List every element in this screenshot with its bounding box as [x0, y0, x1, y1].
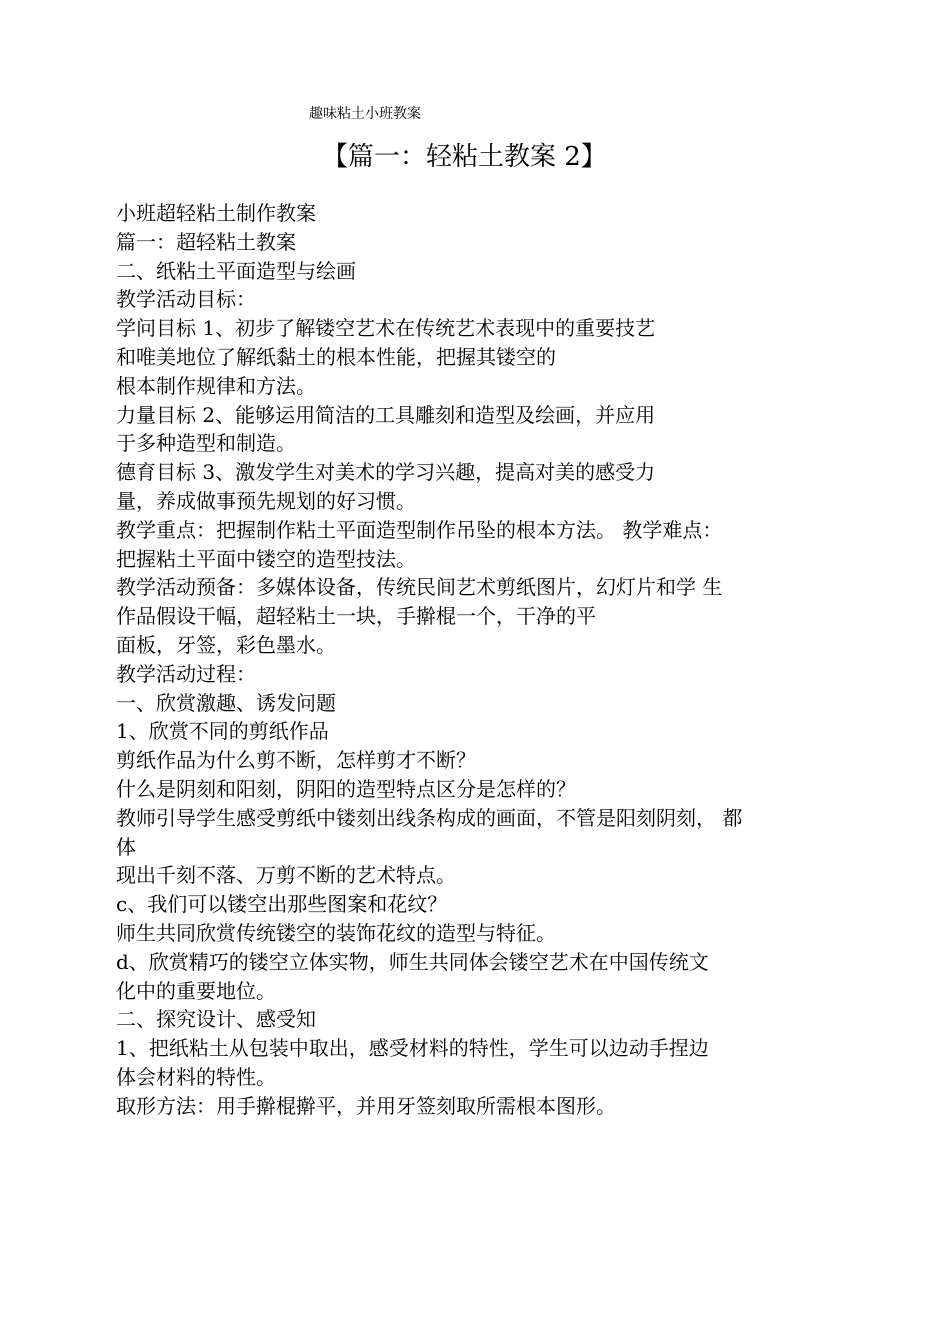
text-line: c、我们可以镂空出那些图案和花纹？ [116, 892, 448, 917]
text-line: 和唯美地位了解纸黏土的根本性能，把握其镂空的 [116, 344, 556, 369]
text-line: 作品假设干幅，超轻粘土一块，手擀棍一个，干净的平 [116, 604, 596, 629]
text-line: 二、纸粘土平面造型与绘画 [116, 258, 356, 283]
page-header: 趣味粘土小班教案 [309, 106, 421, 122]
text-line: 面板，牙签，彩色墨水。 [116, 632, 336, 657]
text-line: d、欣赏精巧的镂空立体实物，师生共同体会镂空艺术在中国传统文 [116, 949, 709, 974]
text-line: 取形方法：用手擀棍擀平，并用牙签刻取所需根本图形。 [116, 1093, 616, 1118]
text-line: 篇一：超轻粘土教案 [116, 229, 296, 254]
text-line: 剪纸作品为什么剪不断，怎样剪才不断？ [116, 748, 476, 773]
text-line: 师生共同欣赏传统镂空的装饰花纹的造型与特征。 [116, 920, 556, 945]
document-title: 【篇一：轻粘土教案 2】 [322, 142, 607, 172]
text-line: 于多种造型和制造。 [116, 431, 296, 456]
text-line: 现出千刻不落、万剪不断的艺术特点。 [116, 863, 456, 888]
text-line: 一、欣赏激趣、诱发问题 [116, 690, 336, 715]
text-line: 德育目标 3、激发学生对美术的学习兴趣，提高对美的感受力 [116, 460, 656, 485]
text-line: 二、探究设计、感受知 [116, 1007, 316, 1032]
text-line: 1、欣赏不同的剪纸作品 [116, 719, 329, 744]
text-line: 体会材料的特性。 [116, 1064, 276, 1089]
text-line: 教学活动过程： [116, 661, 256, 686]
text-line: 1、把纸粘土从包装中取出，感受材料的特性，学生可以边动手捏边 [116, 1036, 709, 1061]
text-line: 教学活动目标： [116, 287, 256, 312]
text-line: 教学重点：把握制作粘土平面造型制作吊坠的根本方法。 教学难点： [116, 517, 723, 542]
text-line: 力量目标 2、能够运用简洁的工具雕刻和造型及绘画，并应用 [116, 402, 656, 427]
document-body [116, 199, 846, 1121]
text-line: 把握粘土平面中镂空的造型技法。 [116, 546, 416, 571]
text-line: 教师引导学生感受剪纸中镂刻出线条构成的画面，不管是阳刻阴刻， 都 [116, 805, 743, 830]
text-line: 小班超轻粘土制作教案 [116, 201, 316, 225]
text-line: 根本制作规律和方法。 [116, 373, 316, 398]
text-line: 学问目标 1、初步了解镂空艺术在传统艺术表现中的重要技艺 [116, 316, 656, 341]
text-line: 量，养成做事预先规划的好习惯。 [116, 488, 416, 513]
text-line: 化中的重要地位。 [116, 978, 276, 1003]
text-line: 什么是阴刻和阳刻，阴阳的造型特点区分是怎样的？ [116, 776, 576, 801]
text-line: 体 [116, 834, 136, 859]
text-line: 教学活动预备：多媒体设备，传统民间艺术剪纸图片，幻灯片和学 生 [116, 575, 723, 600]
